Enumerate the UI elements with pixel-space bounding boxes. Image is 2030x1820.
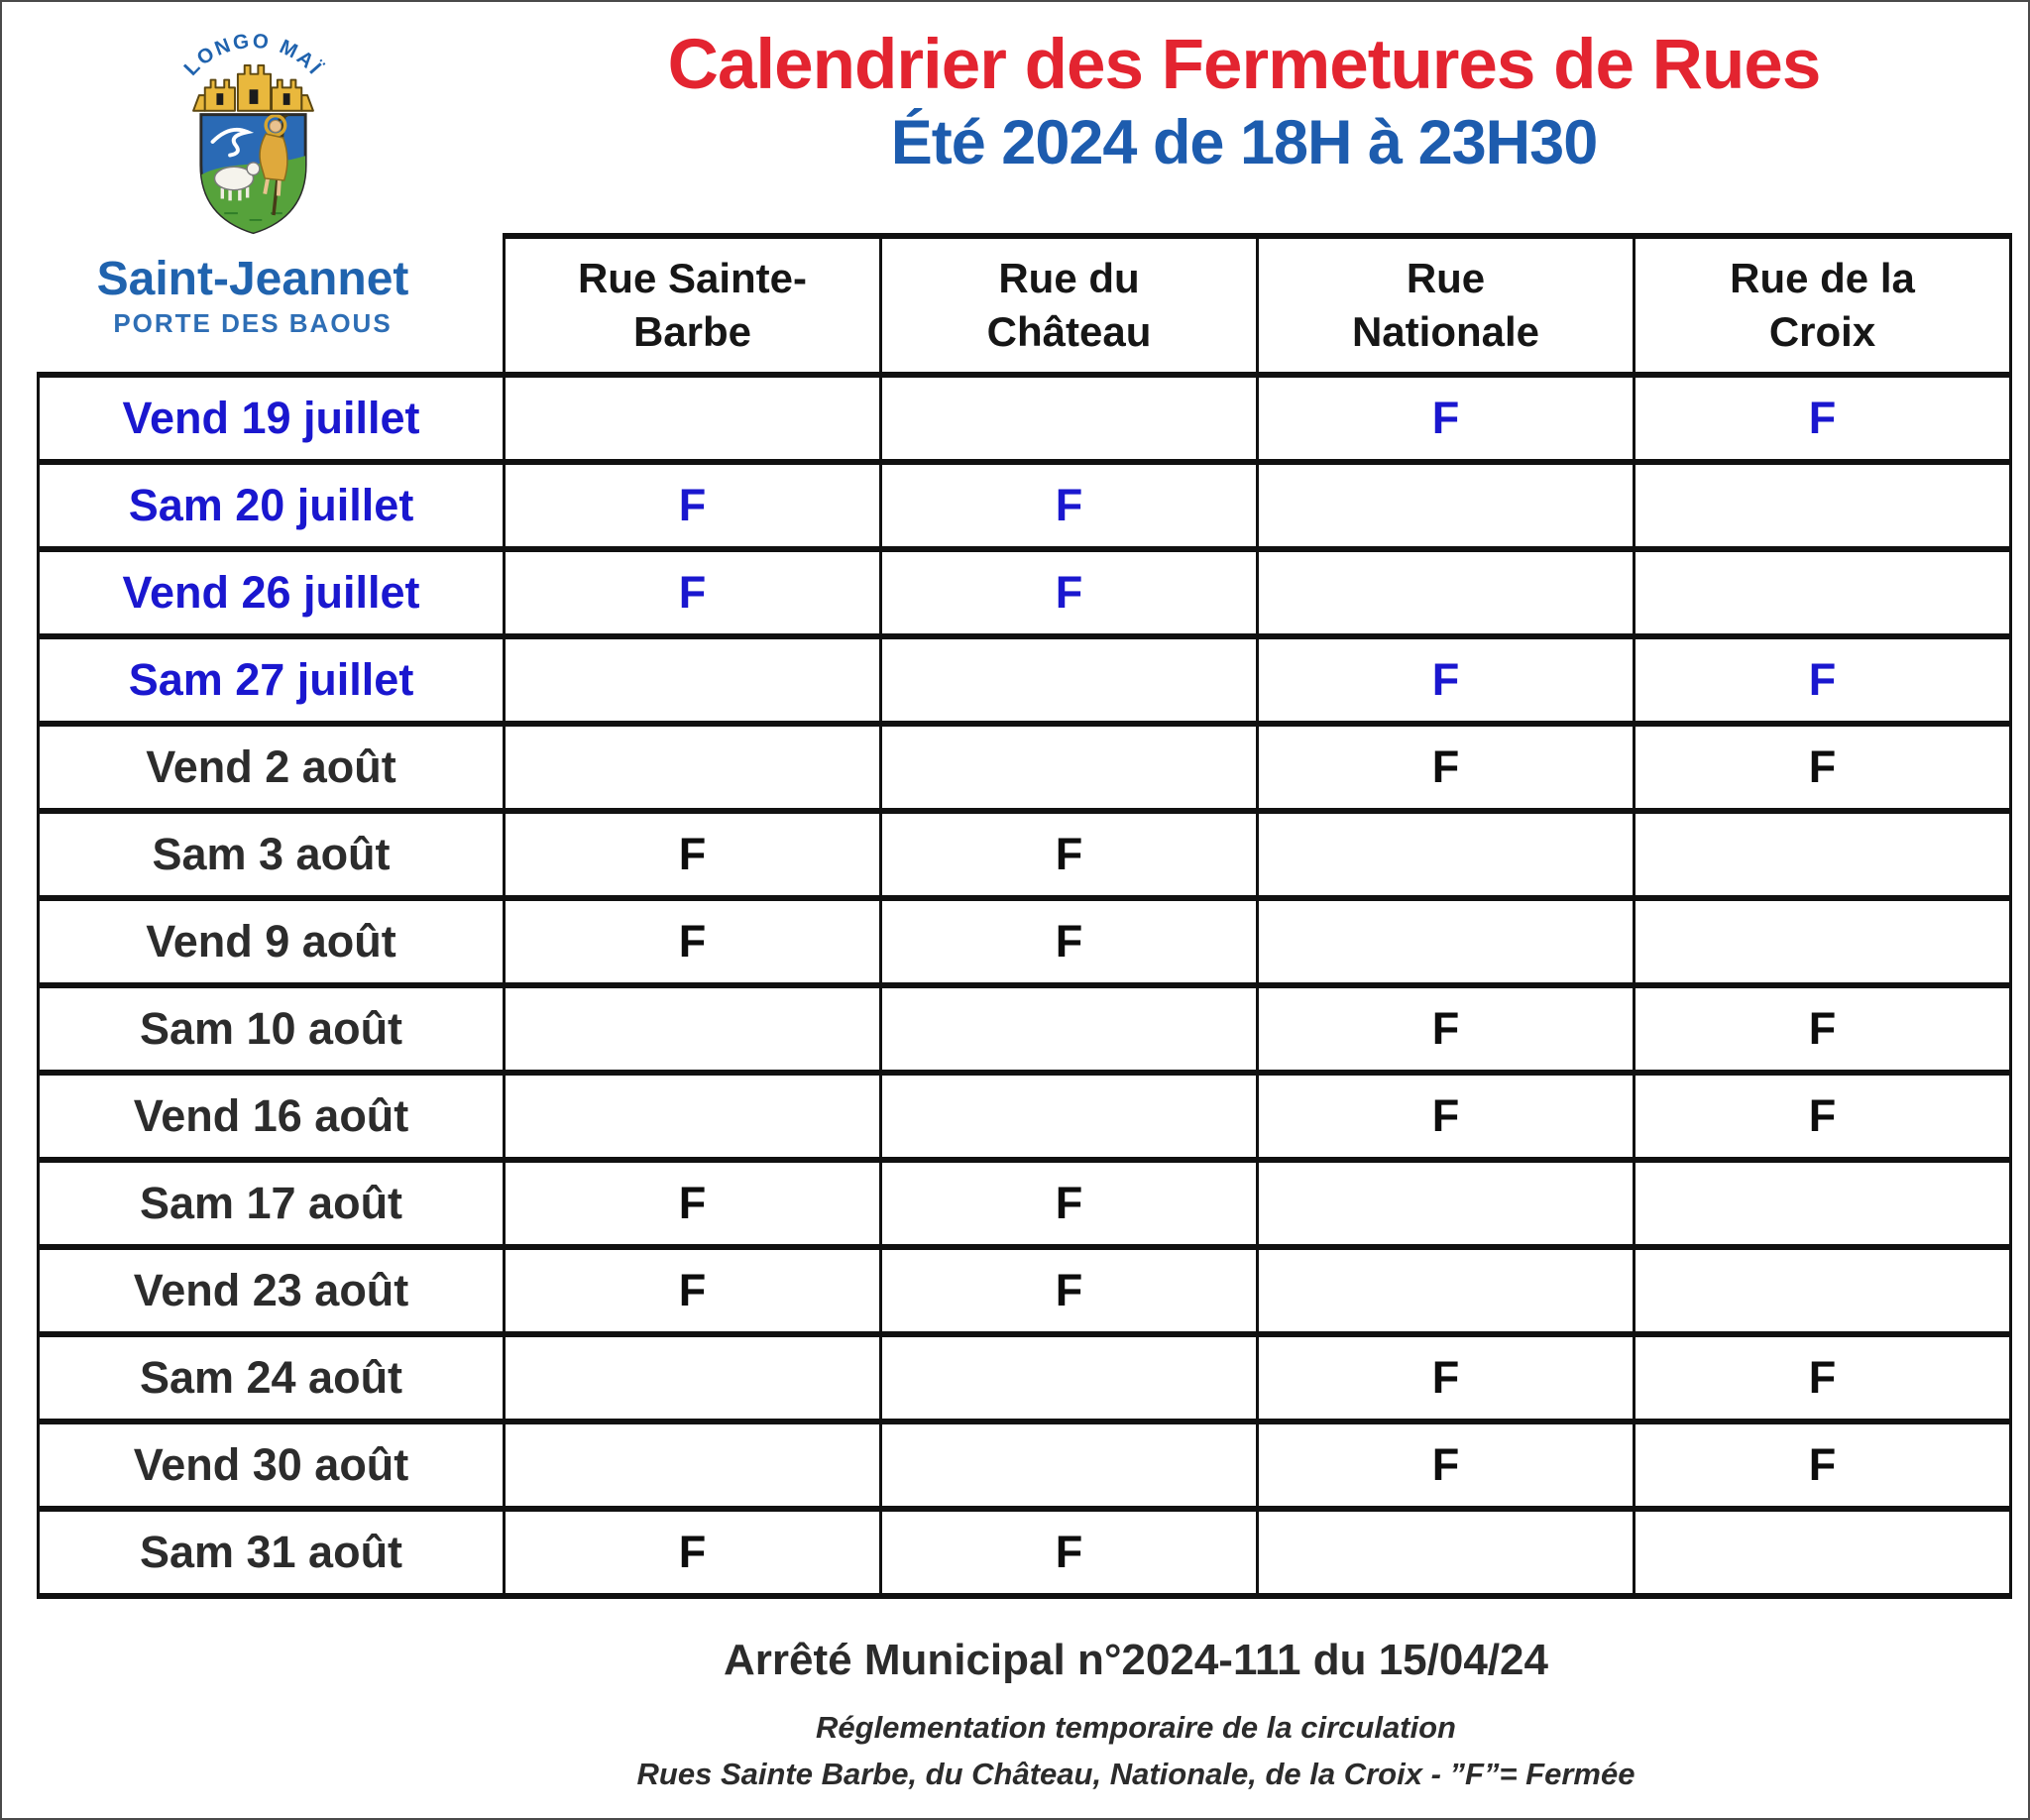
closure-mark-cell: F: [1258, 1334, 1635, 1422]
open-cell: [1258, 811, 1635, 898]
table-row: [39, 1247, 2011, 1334]
table-row: [39, 549, 2011, 636]
closure-mark-cell: F: [1258, 724, 1635, 811]
closure-mark-cell: F: [1258, 1073, 1635, 1160]
column-header-croix: Rue de la Croix: [1635, 236, 2011, 375]
column-header-chateau: Rue du Château: [881, 236, 1258, 375]
closure-table: [37, 233, 2012, 1599]
open-cell: [1258, 898, 1635, 985]
table-row: [39, 1422, 2011, 1509]
open-cell: [1635, 1160, 2011, 1247]
table-row: [39, 811, 2011, 898]
closure-mark-cell: F: [1258, 985, 1635, 1073]
closure-mark-cell: F: [1635, 1334, 2011, 1422]
closure-mark-cell: F: [1635, 1073, 2011, 1160]
open-cell: [505, 985, 881, 1073]
date-cell: Sam 10 août: [39, 985, 505, 1073]
date-cell: Sam 3 août: [39, 811, 505, 898]
open-cell: [881, 1334, 1258, 1422]
closure-mark-cell: F: [505, 1160, 881, 1247]
open-cell: [505, 1422, 881, 1509]
date-cell: Vend 26 juillet: [39, 549, 505, 636]
date-cell: Vend 30 août: [39, 1422, 505, 1509]
table-row: [39, 1073, 2011, 1160]
closure-mark-cell: F: [881, 1160, 1258, 1247]
closure-mark-cell: F: [505, 811, 881, 898]
closure-mark-cell: F: [881, 1509, 1258, 1596]
closure-mark-cell: F: [1635, 375, 2011, 462]
open-cell: [1258, 1509, 1635, 1596]
closure-mark-cell: F: [881, 898, 1258, 985]
open-cell: [1258, 549, 1635, 636]
closure-mark-cell: F: [1258, 1422, 1635, 1509]
open-cell: [881, 985, 1258, 1073]
crest-motto: LONGO MAÏ: [178, 29, 327, 80]
open-cell: [505, 1334, 881, 1422]
table-row: [39, 1509, 2011, 1596]
header-spacer: [39, 236, 505, 375]
table-row: [39, 375, 2011, 462]
date-cell: Sam 24 août: [39, 1334, 505, 1422]
page-subtitle: Été 2024 de 18H à 23H30: [890, 108, 1598, 178]
open-cell: [881, 375, 1258, 462]
closure-mark-cell: F: [1635, 1422, 2011, 1509]
closure-mark-cell: F: [505, 462, 881, 549]
column-header-sainte-barbe: Rue Sainte-Barbe: [505, 236, 881, 375]
open-cell: [881, 1073, 1258, 1160]
table-row: [39, 462, 2011, 549]
date-cell: Sam 20 juillet: [39, 462, 505, 549]
date-cell: Sam 27 juillet: [39, 636, 505, 724]
open-cell: [881, 724, 1258, 811]
open-cell: [1635, 1247, 2011, 1334]
closure-mark-cell: F: [1635, 724, 2011, 811]
date-cell: Vend 2 août: [39, 724, 505, 811]
table-row: [39, 1160, 2011, 1247]
date-cell: Sam 31 août: [39, 1509, 505, 1596]
town-name: Saint-Jeannet: [96, 253, 409, 306]
date-cell: Vend 23 août: [39, 1247, 505, 1334]
town-crest-icon: [157, 24, 350, 248]
closure-mark-cell: F: [881, 462, 1258, 549]
closure-table-body: [39, 375, 2011, 1596]
open-cell: [1258, 1247, 1635, 1334]
open-cell: [1635, 1509, 2011, 1596]
table-row: [39, 636, 2011, 724]
regulation-note: Réglementation temporaire de la circulation: [816, 1710, 1456, 1745]
decree-reference: Arrêté Municipal n°2024-111 du 15/04/24: [723, 1636, 1548, 1684]
table-row: [39, 985, 2011, 1073]
closure-mark-cell: F: [1258, 375, 1635, 462]
closure-mark-cell: F: [505, 1509, 881, 1596]
open-cell: [881, 636, 1258, 724]
closure-mark-cell: F: [881, 811, 1258, 898]
open-cell: [505, 1073, 881, 1160]
open-cell: [1258, 1160, 1635, 1247]
page-title: Calendrier des Fermetures de Rues: [667, 26, 1821, 104]
closure-mark-cell: F: [505, 898, 881, 985]
table-row: [39, 724, 2011, 811]
closure-mark-cell: F: [881, 1247, 1258, 1334]
closure-mark-cell: F: [881, 549, 1258, 636]
open-cell: [881, 1422, 1258, 1509]
streets-legend-note: Rues Sainte Barbe, du Château, Nationale, de la Croix - ”F”= Fermée: [636, 1756, 1635, 1791]
open-cell: [505, 724, 881, 811]
open-cell: [1635, 811, 2011, 898]
open-cell: [505, 636, 881, 724]
footer: [2, 1636, 2030, 1797]
closure-mark-cell: F: [1258, 636, 1635, 724]
closure-mark-cell: F: [505, 549, 881, 636]
open-cell: [1635, 898, 2011, 985]
column-header-nationale: Rue Nationale: [1258, 236, 1635, 375]
table-row: [39, 898, 2011, 985]
open-cell: [505, 375, 881, 462]
date-cell: Sam 17 août: [39, 1160, 505, 1247]
town-subtitle: PORTE DES BAOUS: [113, 308, 393, 339]
title-block: [468, 28, 2020, 176]
date-cell: Vend 19 juillet: [39, 375, 505, 462]
open-cell: [1258, 462, 1635, 549]
header-row: [39, 236, 2011, 375]
closure-mark-cell: F: [1635, 636, 2011, 724]
closure-mark-cell: F: [1635, 985, 2011, 1073]
table-row: [39, 1334, 2011, 1422]
open-cell: [1635, 549, 2011, 636]
closure-mark-cell: F: [505, 1247, 881, 1334]
open-cell: [1635, 462, 2011, 549]
date-cell: Vend 9 août: [39, 898, 505, 985]
date-cell: Vend 16 août: [39, 1073, 505, 1160]
